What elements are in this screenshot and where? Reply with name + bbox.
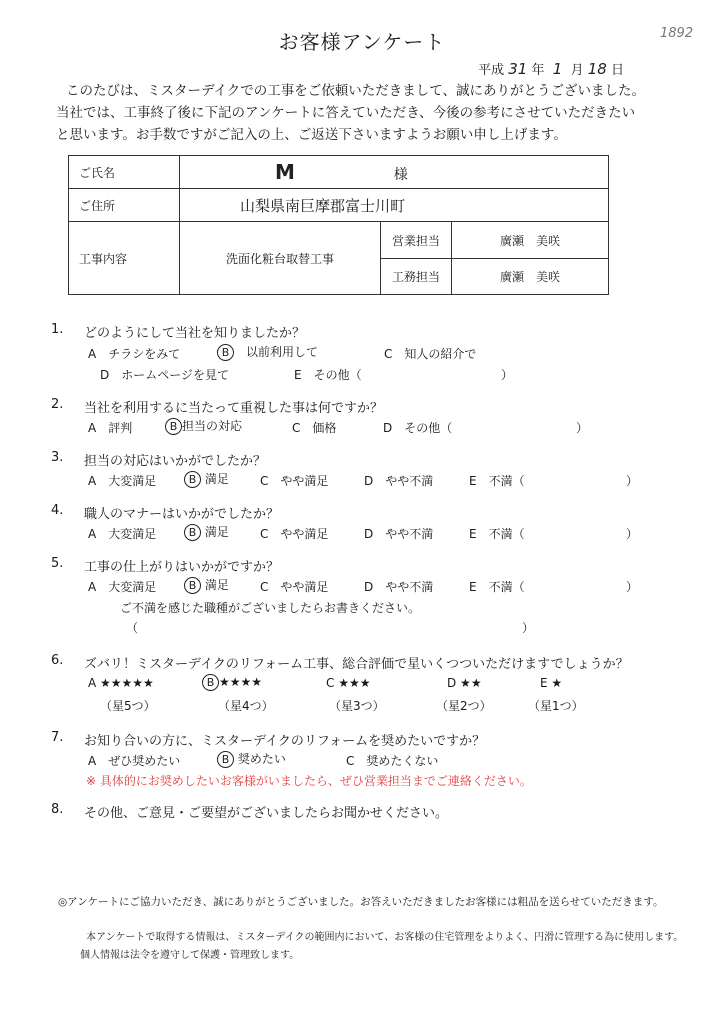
date-month-unit: 月 bbox=[570, 63, 584, 78]
q5-option-b-label: 満足 bbox=[204, 578, 229, 592]
q7-option-a: A ぜひ奨めたい bbox=[88, 754, 181, 768]
q1-number: 1. bbox=[51, 322, 64, 337]
q5-close-paren-2: ） bbox=[522, 621, 535, 635]
q4-option-c: C やや満足 bbox=[260, 527, 329, 541]
q6-option-e: E ★ bbox=[540, 676, 563, 690]
q7-number: 7. bbox=[51, 730, 64, 745]
q6-option-e-sub: （星1つ） bbox=[528, 699, 584, 713]
q4-selected-circle: B bbox=[184, 524, 201, 541]
q7-option-b bbox=[218, 750, 286, 768]
q3-selected-circle: B bbox=[184, 471, 201, 488]
q5-option-d: D やや不満 bbox=[364, 580, 434, 594]
q6-option-d: D ★★ bbox=[447, 676, 482, 690]
date-month: 1 bbox=[552, 60, 563, 78]
q6-selected-circle: B bbox=[202, 674, 219, 691]
q3-option-c: C やや満足 bbox=[260, 474, 329, 488]
q3-text: 担当の対応はいかがでしたか？ bbox=[84, 454, 267, 469]
q1-close-paren: ） bbox=[501, 368, 514, 382]
q6-option-b-label: ★★★★ bbox=[219, 675, 263, 689]
customer-address: 山梨県南巨摩郡富士川町 bbox=[240, 196, 406, 215]
q2-option-c: C 価格 bbox=[292, 421, 337, 435]
name-cell bbox=[180, 156, 609, 189]
footer-thanks: ◎アンケートにご協力いただき、誠にありがとうございました。お答えいただきましたお客様には粗品を送らせていただきます。 bbox=[58, 896, 664, 908]
q6-option-c-sub: （星3つ） bbox=[329, 699, 385, 713]
work-label: 工事内容 bbox=[69, 222, 180, 295]
q4-close-paren: ） bbox=[626, 527, 639, 541]
q4-option-d: D やや不満 bbox=[364, 527, 434, 541]
q8-text: その他、ご意見・ご要望がございましたらお聞かせください。 bbox=[84, 806, 449, 821]
q3-option-a: A 大変満足 bbox=[88, 474, 157, 488]
q5-open-paren: （ bbox=[126, 621, 139, 635]
q7-option-b-label: 奨めたい bbox=[237, 752, 286, 766]
q8-number: 8. bbox=[51, 802, 64, 817]
q2-number: 2. bbox=[51, 397, 64, 412]
q1-selected-circle: B bbox=[217, 344, 234, 361]
address-label: ご住所 bbox=[69, 189, 180, 222]
q5-subtext: ご不満を感じた職種がございましたらお書きください。 bbox=[120, 601, 421, 615]
page-title: お客様アンケート bbox=[278, 30, 446, 54]
q1-option-c: C 知人の紹介で bbox=[384, 347, 477, 361]
q3-number: 3. bbox=[51, 450, 64, 465]
q5-option-b bbox=[185, 576, 229, 594]
sales-name: 廣瀬 美咲 bbox=[452, 222, 609, 258]
q6-option-c: C ★★★ bbox=[326, 676, 371, 690]
q5-number: 5. bbox=[51, 556, 64, 571]
customer-info-table bbox=[68, 155, 609, 295]
date-year-unit: 年 bbox=[531, 63, 545, 78]
q4-option-b bbox=[185, 523, 229, 541]
q5-option-a: A 大変満足 bbox=[88, 580, 157, 594]
date-line bbox=[478, 59, 624, 78]
q3-close-paren: ） bbox=[626, 474, 639, 488]
q6-option-d-sub: （星2つ） bbox=[436, 699, 492, 713]
q2-text: 当社を利用するに当たって重視した事は何ですか？ bbox=[84, 401, 384, 416]
q2-option-b-label: 担当の対応 bbox=[182, 419, 243, 433]
q3-option-b-label: 満足 bbox=[204, 472, 229, 486]
work-content: 洗面化粧台取替工事 bbox=[180, 222, 381, 295]
sales-label: 営業担当 bbox=[381, 222, 452, 258]
q4-number: 4. bbox=[51, 503, 64, 518]
date-era: 平成 bbox=[478, 63, 505, 78]
intro-line-2: 当社では、工事終了後に下記のアンケートに答えていただき、今後の参考にさせていただきたい bbox=[56, 105, 636, 121]
q5-option-e: E 不満（ bbox=[469, 580, 525, 594]
name-label: ご氏名 bbox=[69, 156, 180, 189]
construction-label: 工務担当 bbox=[381, 258, 452, 294]
q7-warning: ※ 具体的にお奨めしたいお客様がいましたら、ぜひ営業担当までご連絡ください。 bbox=[86, 774, 532, 788]
q1-option-b-label: 以前利用して bbox=[246, 345, 319, 359]
customer-name: M bbox=[275, 160, 295, 185]
intro-line-3: と思います。お手数ですがご記入の上、ご返送下さいますようお願い申し上げます。 bbox=[56, 127, 567, 143]
honorific: 様 bbox=[393, 167, 408, 184]
q7-text: お知り合いの方に、ミスターデイクのリフォームを奨めたいですか？ bbox=[84, 734, 486, 749]
q6-text: ズバリ！ミスターデイクのリフォーム工事、総合評価で星いくつついただけますでしょうか？ bbox=[84, 657, 629, 672]
construction-name: 廣瀬 美咲 bbox=[452, 258, 609, 294]
q3-option-b bbox=[185, 470, 229, 488]
q2-option-a: A 評判 bbox=[88, 421, 133, 435]
q1-option-d: D ホームページを見て bbox=[100, 368, 230, 382]
intro-line-1: このたびは、ミスターデイクでの工事をご依頼いただきまして、誠にありがとうございました。 bbox=[66, 83, 646, 99]
page-number: 1892 bbox=[660, 26, 694, 41]
q4-option-a: A 大変満足 bbox=[88, 527, 157, 541]
date-day-unit: 日 bbox=[610, 63, 624, 78]
q1-option-a: A チラシをみて bbox=[88, 347, 181, 361]
q4-option-e: E 不満（ bbox=[469, 527, 525, 541]
q7-option-c: C 奨めたくない bbox=[346, 754, 439, 768]
q6-option-a-sub: （星5つ） bbox=[100, 699, 156, 713]
date-day: 18 bbox=[587, 60, 607, 78]
q3-option-e: E 不満（ bbox=[469, 474, 525, 488]
q7-selected-circle: B bbox=[217, 751, 234, 768]
q2-option-b bbox=[166, 417, 242, 435]
footer-privacy-2: 個人情報は法令を遵守して保護・管理致します。 bbox=[80, 950, 300, 961]
q6-option-b-sub: （星4つ） bbox=[218, 699, 274, 713]
q6-number: 6. bbox=[51, 653, 64, 668]
q5-text: 工事の仕上がりはいかがですか？ bbox=[84, 560, 280, 575]
q5-option-c: C やや満足 bbox=[260, 580, 329, 594]
q4-text: 職人のマナーはいかがでしたか？ bbox=[84, 507, 280, 522]
q2-close-paren: ） bbox=[576, 421, 589, 435]
q2-selected-circle: B bbox=[165, 418, 182, 435]
q4-option-b-label: 満足 bbox=[204, 525, 229, 539]
date-year: 31 bbox=[508, 60, 528, 78]
q6-option-a: A ★★★★★ bbox=[88, 676, 154, 690]
q1-option-e: E その他（ bbox=[294, 368, 362, 382]
q5-close-paren: ） bbox=[626, 580, 639, 594]
q6-option-b bbox=[203, 674, 262, 691]
address-cell bbox=[180, 189, 609, 222]
q3-option-d: D やや不満 bbox=[364, 474, 434, 488]
footer-privacy-1: 本アンケートで取得する情報は、ミスターデイクの範囲内において、お客様の住宅管理をよりよく、円滑に管理する為に使用します。 bbox=[86, 932, 684, 943]
q2-option-d: D その他（ bbox=[383, 421, 453, 435]
q1-text: どのようにして当社を知りましたか？ bbox=[84, 326, 306, 341]
q1-option-b bbox=[218, 343, 318, 361]
q5-selected-circle: B bbox=[184, 577, 201, 594]
